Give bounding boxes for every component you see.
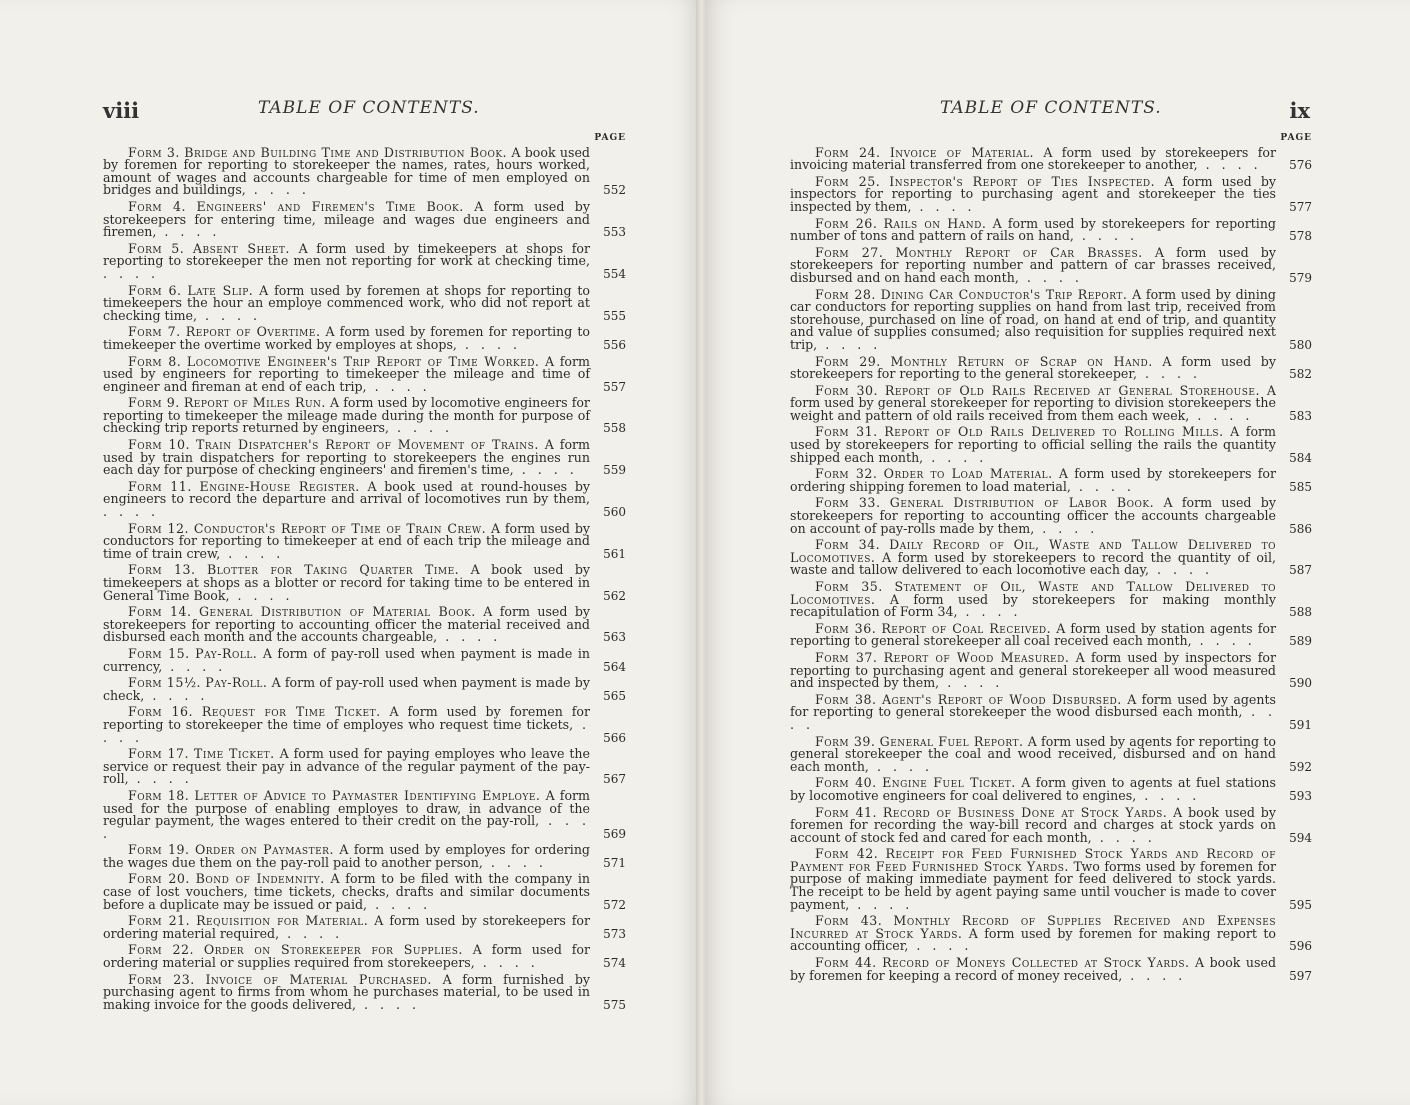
entry-heading: Report of Miles Run. (183, 395, 326, 411)
entry-page-number: 580 (1289, 337, 1312, 352)
leader-dots: . . . . (245, 182, 310, 198)
leader-dots: . . . . (923, 449, 988, 465)
entry-page-number: 587 (1289, 563, 1312, 578)
leader-dots: . . . . (437, 629, 502, 645)
entry-description: A form used by inspectors for reporting to purchasing agent and storekeeper the ties inspected by them, (790, 173, 1276, 214)
toc-entry (790, 777, 1312, 802)
entry-description: A form used by agents for reporting to general storekeeper the coal and wood received, disbursed and on hand each month, (790, 733, 1276, 774)
entry-page-number: 572 (603, 897, 626, 912)
leader-dots: . . . . (513, 462, 578, 478)
entry-description: Two forms used by foremen for purpose of making immediate payment for feed delivered to stock yards. The receipt to be held by agent paying same until voucher is made to cover payment, (790, 858, 1276, 912)
entry-page-number: 571 (603, 855, 626, 870)
entry-form-number: Form 19. (128, 842, 190, 858)
entry-description: A form used by foremen for reporting to timekeeper the overtime worked by employes at shops, (103, 324, 590, 352)
entry-heading: Daily Record of Oil, Waste and Tallow Delivered to Locomotives. (790, 537, 1276, 565)
toc-entry (790, 173, 1312, 214)
entry-description: A form used by foremen for making report to accounting officer, (790, 925, 1276, 954)
leader-dots: . . . . (939, 675, 1004, 691)
toc-entry (790, 915, 1312, 953)
entry-form-number: Form 29. (815, 353, 881, 369)
entry-form-number: Form 22. (128, 942, 195, 958)
leader-dots: . . . . (1070, 478, 1135, 494)
entry-description: A form used by employes for ordering the wages due them on the pay-roll paid to another person, (103, 842, 590, 870)
toc-entry (103, 971, 626, 1012)
entry-heading: Order to Load Material. (883, 466, 1053, 482)
entry-description: A form used by dining car conductors for reporting supplies on hand from last trip, received from storehouse, purchased on line of road, on hand at end of trip, and quantity and value of supplies consumed; also requisition for supplies required next trip, (790, 286, 1276, 352)
entry-form-number: Form 26. (815, 215, 878, 231)
entry-form-number: Form 34. (815, 537, 881, 553)
entry-page-number: 584 (1289, 450, 1312, 465)
entry-page-number: 555 (603, 308, 626, 323)
entry-description: A form used by storekeepers for reporting to official selling the rails the quantity shipped each month, (790, 424, 1276, 465)
toc-entry (103, 787, 626, 841)
leader-dots: . . . . (367, 896, 432, 912)
entry-heading: General Fuel Report. (879, 733, 1024, 749)
toc-entry (103, 748, 626, 786)
entry-form-number: Form 44. (815, 955, 877, 971)
toc-entry (103, 564, 626, 602)
entry-page-number: 552 (603, 183, 626, 198)
entry-description: A form used by storekeepers for making monthly recapitulation of Form 34, (790, 591, 1276, 620)
leader-dots: . . . . (366, 378, 431, 394)
toc-entry (103, 198, 626, 240)
toc-entry (790, 848, 1312, 911)
entry-description: A form used by storekeepers for reporting to the general storekeeper, (790, 353, 1276, 382)
leader-dots: . . . . (156, 224, 221, 240)
entry-page-number: 595 (1289, 897, 1312, 912)
entry-page-number: 567 (603, 772, 626, 787)
toc-entry (790, 426, 1312, 464)
entry-form-number: Form 12. (128, 520, 189, 536)
entry-description: A form given to agents at fuel stations by locomotive engineers for coal delivered to engines, (790, 775, 1276, 803)
entry-form-number: Form 8. (128, 353, 182, 369)
entry-page-number: 578 (1289, 229, 1312, 244)
leader-dots: . . . . (355, 996, 421, 1012)
entry-heading: Blotter for Taking Quarter Time. (206, 562, 460, 578)
entry-description: A form used by storekeepers for invoicing material transferred from one storekeeper to another, (790, 144, 1276, 173)
entry-form-number: Form 10. (128, 437, 191, 453)
entry-page-number: 575 (603, 997, 626, 1012)
entry-description: A book used at round-houses by engineers to record the departure and arrival of locomotives run by them, (103, 478, 590, 507)
right-page (705, 0, 1410, 1105)
entry-heading: Monthly Report of Car Brasses. (895, 244, 1143, 260)
entry-heading: Engineers' and Firemen's Time Book. (196, 198, 464, 214)
entry-heading: Engine-House Register. (199, 478, 360, 494)
entry-page-number: 574 (603, 956, 626, 971)
entry-form-number: Form 40. (815, 775, 877, 791)
toc-entry (103, 706, 626, 744)
toc-entry (790, 691, 1312, 732)
entry-form-number: Form 21. (128, 913, 191, 929)
toc-entry (103, 677, 626, 702)
entry-form-number: Form 6. (128, 282, 182, 298)
entry-page-number: 582 (1289, 367, 1312, 382)
entry-heading: Pay-Roll. (205, 675, 268, 691)
leader-dots: . . . . (103, 504, 160, 520)
leader-dots: . . . . (103, 716, 590, 745)
entry-page-number: 579 (1289, 270, 1312, 285)
toc-entry (790, 286, 1312, 352)
leader-dots: . . . . (1136, 366, 1201, 382)
entry-form-number: Form 33. (815, 495, 881, 511)
toc-entry (790, 957, 1312, 982)
entry-heading: Bond of Indemnity. (195, 871, 325, 887)
entry-heading: General Distribution of Labor Book. (889, 495, 1155, 511)
leader-dots: . . . . (1091, 829, 1156, 845)
entry-page-number: 577 (1289, 199, 1312, 214)
entry-page-number: 586 (1289, 521, 1312, 536)
entry-description: A form used by storekeepers for reporting number and pattern of car brasses received, disbursed and on hand each month, (790, 244, 1276, 285)
entry-description: A book used by foremen for recording the way-bill record and charges at stock yards on account of stock fed and cared for each month, (790, 804, 1276, 845)
entry-page-number: 558 (603, 421, 626, 436)
toc-entry (790, 497, 1312, 535)
entry-description: A form used by storekeepers for reporting number of tons and pattern of rails on hand, (790, 215, 1276, 244)
entry-page-number: 576 (1289, 158, 1312, 173)
entry-page-number: 594 (1289, 830, 1312, 845)
entry-page-number: 565 (603, 688, 626, 703)
leader-dots: . . . . (144, 687, 209, 703)
leader-dots: . . . . (456, 336, 521, 352)
entry-description: A form to be filed with the company in case of lost vouchers, time tickets, checks, drafts and similar documents before a duplicate may be issued or paid, (103, 871, 590, 912)
entry-page-number: 559 (603, 463, 626, 478)
entry-heading: Record of Moneys Collected at Stock Yards. (882, 955, 1190, 971)
entry-heading: Monthly Record of Supplies Received and Expenses Incurred at Stock Yards. (790, 913, 1277, 941)
entry-description: A book used by foremen for reporting to storekeeper the names, rates, hours worked, amount of wages and accounts chargeable for time of men employed on bridges and buildings, (103, 144, 590, 198)
leader-dots: . . . . (1136, 787, 1201, 803)
entry-form-number: Form 31. (815, 424, 878, 440)
entry-form-number: Form 41. (815, 804, 878, 820)
leader-dots: . . . . (817, 336, 882, 352)
toc-entry (103, 873, 626, 911)
entry-heading: Report of Overtime. (185, 324, 321, 340)
entry-page-number: 563 (603, 630, 626, 645)
entry-form-number: Form 17. (128, 746, 190, 762)
toc-entry (790, 144, 1312, 173)
entry-description: A form used by storekeepers for reporting to accounting officer the material received and disbursed each month and the accounts chargeable, (103, 604, 591, 645)
entry-heading: Agent's Report of Wood Disbursed. (881, 691, 1122, 707)
leader-dots: . . . . (1034, 520, 1099, 536)
entry-page-number: 562 (603, 588, 626, 603)
right-page-header (790, 98, 1310, 124)
entry-form-number: Form 36. (815, 620, 877, 636)
entry-description: A form used by locomotive engineers for reporting to timekeeper the mileage made during the month for purpose of checking trip reports returned by engineers, (103, 395, 590, 436)
entry-heading: General Distribution of Material Book. (198, 604, 476, 620)
entry-page-number: 583 (1289, 408, 1312, 423)
leader-dots: . . . . (1189, 407, 1254, 423)
entry-page-number: 590 (1289, 676, 1312, 691)
leader-dots: . . . . (197, 307, 262, 323)
toc-entry (103, 844, 626, 869)
leader-dots: . . . . (1148, 562, 1213, 578)
entry-heading: Dining Car Conductor's Trip Report. (880, 286, 1128, 302)
entry-heading: Request for Time Ticket. (201, 704, 381, 720)
entry-form-number: Form 35. (815, 579, 883, 594)
toc-entry (103, 282, 626, 323)
entry-page-number: 596 (1289, 939, 1312, 954)
entry-form-number: Form 15½. (128, 675, 202, 691)
entry-page-number: 557 (603, 379, 626, 394)
entry-heading: Inspector's Report of Ties Inspected. (889, 173, 1156, 189)
leader-dots: . . . . (1197, 157, 1262, 173)
toc-entry (790, 244, 1312, 285)
left-contents-column (103, 132, 626, 1015)
entry-description: A form of pay-roll used when payment is made by check, (103, 675, 590, 703)
entry-form-number: Form 18. (128, 787, 190, 803)
entry-description: A form used for ordering material or supplies required from storekeepers, (103, 942, 591, 971)
right-contents-column (790, 132, 1312, 986)
toc-entry (103, 397, 626, 435)
left-page (0, 0, 700, 1105)
entry-form-number: Form 13. (128, 562, 196, 578)
left-running-title: TABLE OF CONTENTS. (258, 98, 480, 118)
entry-page-number: 553 (603, 225, 626, 240)
toc-entry (103, 520, 626, 561)
entry-description: A book used by foremen for keeping a record of money received, (790, 955, 1277, 983)
entry-form-number: Form 32. (815, 466, 878, 482)
entry-heading: Bridge and Building Time and Distribution Book. (184, 144, 508, 160)
entry-description: A form used by foremen at shops for reporting to timekeepers the hour an employe commenced work, who did not report at checking time, (103, 282, 590, 323)
left-page-header (103, 98, 628, 124)
leader-dots: . . . . (908, 938, 973, 954)
leader-dots: . . . . (849, 896, 914, 912)
entry-page-number: 591 (1289, 717, 1312, 732)
entry-heading: Engine Fuel Ticket. (882, 775, 1016, 791)
entry-page-number: 592 (1289, 759, 1312, 774)
entry-form-number: Form 43. (815, 913, 883, 929)
toc-entry (790, 539, 1312, 577)
toc-entry (103, 606, 626, 644)
entry-heading: Invoice of Material. (889, 144, 1034, 160)
entry-form-number: Form 14. (128, 604, 192, 620)
leader-dots: . . . . (220, 545, 285, 561)
entry-description: A form used by foremen for reporting to storekeeper the time of employes who request time tickets, (103, 704, 590, 732)
leader-dots: . . . . (957, 604, 1022, 620)
entry-form-number: Form 7. (128, 324, 181, 340)
toc-entry (790, 804, 1312, 845)
leader-dots: . . . . (103, 265, 160, 281)
entry-form-number: Form 39. (815, 733, 876, 749)
entry-description: A form used by storekeepers for reporting to accounting officer the accounts chargeable on account of pay-rolls made by them, (790, 495, 1276, 536)
entry-heading: Report of Old Rails Delivered to Rolling Mills. (884, 424, 1224, 440)
toc-entry (103, 144, 626, 198)
entry-description: A book used by timekeepers at shops as a blotter or record for taking time to be entered in General Time Book, (103, 562, 590, 603)
entry-form-number: Form 16. (128, 704, 194, 720)
entry-description: A form used by general storekeeper for reporting to division storekeepers the weight and pattern of old rails received from them each week, (790, 382, 1276, 423)
toc-entry (103, 645, 626, 674)
entry-heading: Rails on Hand. (883, 215, 987, 231)
entry-page-number: 554 (603, 266, 626, 281)
toc-entry (790, 382, 1312, 423)
entry-heading: Report of Old Rails Received at General Storehouse. (884, 382, 1261, 398)
leader-dots: . . . . (1122, 967, 1187, 983)
toc-entry (790, 649, 1312, 691)
toc-entry (103, 944, 626, 969)
toc-entry (790, 581, 1312, 619)
toc-entry (790, 468, 1312, 493)
entry-heading: Conductor's Report of Time of Train Crew. (193, 520, 487, 536)
entry-description: A form used by engineers for reporting to timekeeper the mileage and time of engineer and fireman at end of each trip, (103, 353, 590, 394)
entry-description: A form used by storekeepers to record the quantity of oil, waste and tallow delivered to each locomotive each day, (790, 549, 1276, 578)
page-column-label: PAGE (594, 133, 626, 143)
entry-form-number: Form 30. (815, 382, 879, 398)
entry-form-number: Form 42. (815, 846, 879, 862)
toc-entry (790, 353, 1312, 382)
entry-description: A form used by storekeepers for entering time, mileage and wages due engineers and firemen, (103, 198, 590, 240)
entry-form-number: Form 25. (815, 173, 881, 189)
entry-page-number: 593 (1289, 788, 1312, 803)
leader-dots: . . . . (1191, 633, 1256, 649)
toc-entry (790, 620, 1312, 649)
toc-entry (103, 439, 626, 477)
entry-heading: Letter of Advice to Paymaster Identifying Employe. (194, 787, 541, 803)
entry-description: A form used for paying employes who leave the service or request their pay in advance of the regular payment of the pay-roll, (103, 746, 590, 787)
entry-page-number: 585 (1289, 479, 1312, 494)
leader-dots: . . . . (128, 771, 193, 787)
entry-heading: Monthly Return of Scrap on Hand. (890, 353, 1153, 369)
leader-dots: . . . . (388, 420, 454, 436)
leader-dots: . . . . (474, 955, 539, 971)
entry-heading: Receipt for Feed Furnished Stock Yards and Record of Payment for Feed Furnished Stock Yards. (790, 846, 1276, 874)
entry-form-number: Form 5. (128, 240, 185, 256)
right-running-title: TABLE OF CONTENTS. (940, 98, 1162, 118)
entry-page-number: 560 (603, 505, 626, 520)
entry-form-number: Form 3. (128, 144, 180, 160)
entry-heading: Time Ticket. (193, 746, 275, 762)
entry-page-number: 588 (1289, 605, 1312, 620)
left-folio: viii (103, 98, 140, 123)
leader-dots: . . . . (279, 925, 344, 941)
entry-form-number: Form 37. (815, 649, 878, 665)
entry-heading: Train Dispatcher's Report of Movement of Trains. (195, 437, 539, 453)
entry-form-number: Form 20. (128, 871, 190, 887)
entry-page-number: 569 (603, 826, 626, 841)
leader-dots: . . . . (1018, 269, 1083, 285)
leader-dots: . . . . (103, 813, 590, 841)
leader-dots: . . . . (162, 658, 227, 674)
entry-heading: Locomotive Engineer's Trip Report of Time Worked. (186, 353, 540, 369)
toc-entry (790, 733, 1312, 774)
entry-form-number: Form 23. (128, 971, 195, 987)
entry-page-number: 573 (603, 926, 626, 941)
leader-dots: . . . . (868, 758, 933, 774)
toc-entry (103, 915, 626, 940)
toc-entry (790, 215, 1312, 244)
entry-description: A form used by storekeepers for ordering shipping foremen to load material, (790, 466, 1276, 494)
entry-description: A form of pay-roll used when payment is made in currency, (103, 645, 590, 674)
entry-form-number: Form 28. (815, 286, 876, 302)
right-folio: ix (1289, 98, 1310, 123)
entry-form-number: Form 38. (815, 691, 877, 707)
entry-description: A form used by timekeepers at shops for reporting to storekeeper the men not reporting for work at checking time, (103, 240, 590, 269)
toc-entry (103, 478, 626, 520)
entry-heading: Statement of Oil, Waste and Tallow Delivered to Locomotives. (790, 579, 1276, 607)
leader-dots: . . . . (1073, 228, 1138, 244)
entry-heading: Report of Coal Received. (881, 620, 1052, 636)
entry-heading: Late Slip. (187, 282, 254, 298)
entry-form-number: Form 9. (128, 395, 180, 411)
entry-description: A form used for the purpose of enabling employes to draw, in advance of the regular payment, the wages entered to their credit on the pay-roll, (103, 787, 590, 829)
entry-description: A form used by train dispatchers for reporting to storekeepers the engines run each day for purpose of checking engineers' and firemen's time, (103, 437, 590, 478)
entry-page-number: 589 (1289, 634, 1312, 649)
entry-description: A form used by inspectors for reporting to purchasing agent and general storekeeper all wood measured and inspected by them, (790, 649, 1276, 691)
entry-form-number: Form 4. (128, 198, 187, 214)
entry-form-number: Form 27. (815, 244, 884, 260)
toc-entry (103, 326, 626, 351)
entry-page-number: 556 (603, 337, 626, 352)
entry-heading: Absent Sheet. (192, 240, 290, 256)
entry-page-number: 566 (603, 730, 626, 745)
toc-entry (103, 353, 626, 394)
entry-heading: Order on Storekeeper for Supplies. (203, 942, 463, 958)
leader-dots: . . . . (229, 587, 294, 603)
leader-dots: . . . . (911, 198, 976, 214)
entry-form-number: Form 24. (815, 144, 881, 160)
entry-page-number: 564 (603, 659, 626, 674)
entry-form-number: Form 15. (128, 645, 190, 661)
entry-description: A form used by conductors for reporting to timekeeper at end of each trip the mileage and time of train crew, (103, 520, 590, 561)
entry-heading: Record of Business Done at Stock Yards. (882, 804, 1168, 820)
page-column-label: PAGE (1280, 133, 1312, 143)
entry-heading: Pay-Roll. (195, 645, 258, 661)
entry-heading: Report of Wood Measured. (883, 649, 1070, 665)
entry-heading: Requisition for Material. (196, 913, 369, 929)
entry-description: A form used by agents for reporting to general storekeeper the wood disbursed each month, (790, 691, 1276, 720)
entry-form-number: Form 11. (128, 478, 192, 494)
entry-page-number: 597 (1289, 968, 1312, 983)
entry-page-number: 561 (603, 546, 626, 561)
leader-dots: . . . . (482, 854, 547, 870)
entry-description: A form furnished by purchasing agent to firms from whom he purchases material, to be used in making invoice for the goods delivered, (103, 971, 590, 1012)
entry-description: A form used by storekeepers for ordering material required, (103, 913, 591, 941)
entry-heading: Invoice of Material Purchased. (205, 971, 432, 987)
entry-heading: Order on Paymaster. (194, 842, 334, 858)
toc-entry (103, 240, 626, 281)
entry-description: A form used by station agents for reporting to general storekeeper all coal received each month, (790, 620, 1276, 649)
leader-dots: . . . . (790, 704, 1276, 732)
